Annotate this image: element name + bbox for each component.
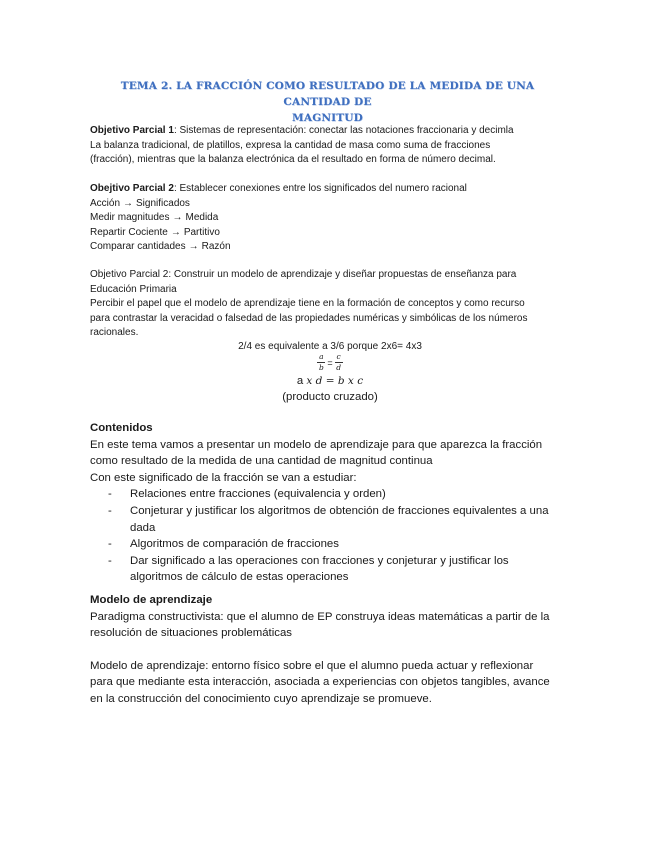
fraction-a-b: $\frac{a}{b}$	[318, 352, 324, 372]
title-line-2: MAGNITUD	[292, 112, 363, 124]
list-item: - Dar significado a las operaciones con fracciones y conjeturar y justificar los algoritmos de cálculo de estas operaciones	[108, 554, 509, 584]
contenidos-heading: Contenidos	[90, 422, 153, 434]
equivalence-line: 2/4 es equivalente a 3/6 porque 2x6= 4x3	[238, 341, 422, 352]
objetivo-1-line-3: (fracción), mientras que la balanza electrónica da el resultado en forma de número decimal.	[90, 154, 496, 166]
significado-pair: Comparar cantidades → Razón	[90, 240, 570, 255]
significado-pair: Acción → Significados	[90, 197, 570, 212]
modelo-para-2-line-1: Modelo de aprendizaje: entorno físico sobre el que el alumno pueda actuar y reflexionar	[90, 659, 534, 672]
arrow-icon: →	[188, 241, 199, 253]
objetivo-3-line: racionales.	[90, 327, 139, 339]
contenidos-list	[90, 486, 570, 586]
objetivo-3-line: Educación Primaria	[90, 283, 177, 295]
objetivo-2-label: Obejtivo Parcial 2	[90, 183, 174, 194]
modelo-para-2-line-3: en la construcción del conocimiento cuyo aprendizaje se promueve.	[90, 692, 432, 705]
equals-sign: =	[327, 357, 333, 368]
modelo-para-2-line-2: para que mediante esta interacción, asociada a experiencias con objetos tangibles, avance	[90, 676, 550, 689]
arrow-icon: →	[170, 226, 181, 238]
objetivo-3-line: Objetivo Parcial 2: Construir un modelo de aprendizaje y diseñar propuestas de enseñanza para	[90, 269, 517, 280]
cross-product-label: (producto cruzado)	[282, 391, 378, 403]
objetivo-parcial-1	[90, 124, 570, 168]
objetivo-2-text: : Establecer conexiones entre los significados del numero racional	[173, 183, 467, 194]
fraction-equation	[90, 353, 570, 372]
arrow-icon: →	[123, 197, 134, 209]
objetivo-parcial-2	[90, 182, 570, 255]
title-line-1: TEMA 2. LA FRACCIÓN COMO RESULTADO DE LA MEDIDA DE UNA CANTIDAD DE	[120, 80, 535, 108]
modelo-heading: Modelo de aprendizaje	[90, 594, 213, 606]
modelo-section	[90, 592, 570, 708]
significado-pair: Repartir Cociente → Partitivo	[90, 226, 570, 241]
contenidos-section	[90, 420, 570, 586]
document-title	[100, 78, 555, 126]
cross-product-equation: a x d = b x c	[296, 375, 364, 387]
objetivo-1-label: Objetivo Parcial 1	[90, 125, 174, 136]
list-item: - Algoritmos de comparación de fracciones	[108, 538, 339, 551]
objetivo-3-line: Percibir el papel que el modelo de aprendizaje tiene en la formación de conceptos y como recurso	[90, 298, 525, 310]
modelo-para-1-line-2: resolución de situaciones problemáticas	[90, 627, 292, 640]
list-item: - Conjeturar y justificar los algoritmos de obtención de fracciones equivalentes a una dada	[108, 504, 549, 534]
modelo-para-1-line-1: Paradigma constructivista: que el alumno de EP construya ideas matemáticas a partir de la	[90, 610, 550, 623]
objetivo-1-text: : Sistemas de representación: conectar las notaciones fraccionaria y decimla	[173, 125, 514, 136]
objetivo-parcial-2b	[90, 268, 570, 341]
significado-pair: Medir magnitudes → Medida	[90, 211, 570, 226]
objetivo-1-line-2: La balanza tradicional, de platillos, expresa la cantidad de masa como suma de fracciones	[90, 139, 491, 151]
fraction-c-d: $\frac{c}{d}$	[336, 352, 342, 372]
contenidos-intro-2: como resultado de la medida de una cantidad de magnitud continua	[90, 455, 433, 468]
contenidos-intro-3: Con este significado de la fracción se van a estudiar:	[90, 471, 357, 484]
arrow-icon: →	[172, 212, 183, 224]
objetivo-3-line: para contrastar la veracidad o falsedad de las propiedades numéricas y simbólicas de los números	[90, 312, 528, 324]
contenidos-intro-1: En este tema vamos a presentar un modelo de aprendizaje para que aparezca la fracción	[90, 438, 543, 451]
list-item: - Relaciones entre fracciones (equivalencia y orden)	[108, 488, 386, 501]
